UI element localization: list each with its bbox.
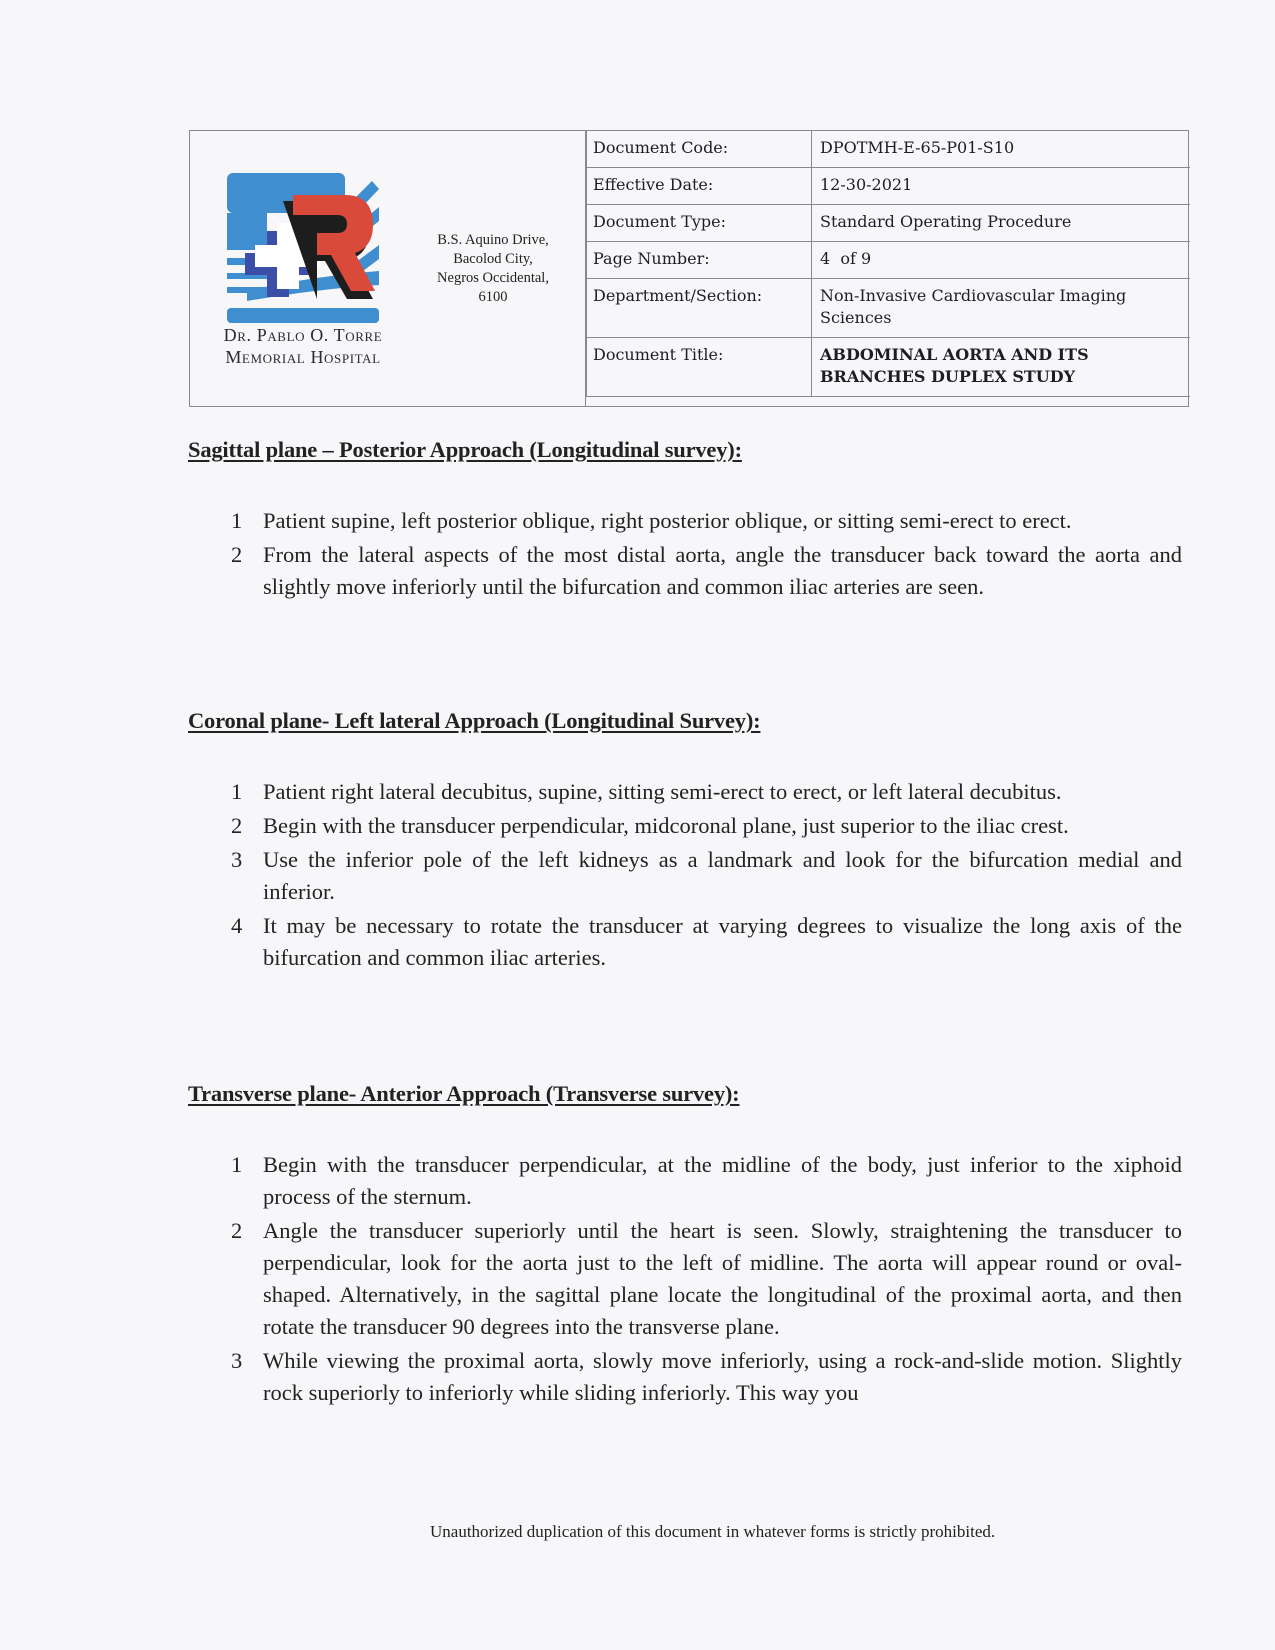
steps-list-transverse [228, 1149, 1182, 1411]
list-item [228, 910, 1182, 974]
logo-cell [190, 131, 586, 406]
step-text: It may be necessary to rotate the transducer at varying degrees to visualize the long axis of the bifurcation and common iliac arteries. [263, 913, 1182, 970]
meta-label: Effective Date: [587, 168, 812, 205]
meta-row-document-code [587, 131, 1191, 168]
hospital-name [190, 324, 416, 368]
address-line: 6100 [478, 289, 508, 305]
list-item [228, 1215, 1182, 1343]
step-text: While viewing the proximal aorta, slowly move inferiorly, using a rock-and-slide motion. Slightly rock superiorly to inferiorly while sliding inferiorly. This way you [263, 1348, 1182, 1405]
step-text: Angle the transducer superiorly until the heart is seen. Slowly, straightening the transducer to perpendicular, look for the aorta just to the left of midline. The aorta will appear round or oval-shaped. Alternatively, in the sagittal plane locate the longitudinal of the proximal aorta, and then rotate the transducer 90 degrees into the transverse plane. [263, 1218, 1182, 1339]
step-text: Begin with the transducer perpendicular, midcoronal plane, just superior to the iliac crest. [263, 813, 1069, 838]
meta-label: Document Title: [587, 338, 812, 397]
meta-label: Page Number: [587, 242, 812, 279]
meta-row-department [587, 279, 1191, 338]
step-text: Patient supine, left posterior oblique, right posterior oblique, or sitting semi-erect to erect. [263, 508, 1072, 533]
hospital-address [418, 231, 568, 307]
section-heading-coronal: Coronal plane- Left lateral Approach (Longitudinal Survey): [188, 708, 761, 733]
step-number: 1 [231, 1152, 243, 1177]
meta-label: Document Code: [587, 131, 812, 168]
step-number: 1 [231, 508, 243, 533]
step-number: 4 [231, 913, 243, 938]
section-heading-sagittal: Sagittal plane – Posterior Approach (Longitudinal survey): [188, 437, 742, 462]
meta-row-page-number [587, 242, 1191, 279]
list-item [228, 1345, 1182, 1409]
meta-label: Department/Section: [587, 279, 812, 338]
meta-row-document-type [587, 205, 1191, 242]
step-text: Begin with the transducer perpendicular, at the midline of the body, just inferior to the xiphoid process of the sternum. [263, 1152, 1182, 1209]
address-line: Bacolod City, [453, 251, 533, 267]
footer-notice: Unauthorized duplication of this document in whatever forms is strictly prohibited. [430, 1522, 996, 1541]
document-header [189, 130, 1189, 407]
hospital-name-line1: Dr. Pablo O. Torre [223, 325, 383, 345]
meta-value: 12-30-2021 [812, 168, 1191, 205]
list-item [228, 810, 1182, 842]
section-heading-transverse: Transverse plane- Anterior Approach (Transverse survey): [188, 1081, 740, 1106]
meta-label: Document Type: [587, 205, 812, 242]
list-item [228, 844, 1182, 908]
document-meta-table [586, 131, 1190, 397]
document-title: ABDOMINAL AORTA AND ITS BRANCHES DUPLEX STUDY [812, 338, 1191, 397]
meta-value: 4 of 9 [812, 242, 1191, 279]
step-number: 3 [231, 1348, 243, 1373]
step-text: Patient right lateral decubitus, supine, sitting semi-erect to erect, or left lateral decubitus. [263, 779, 1062, 804]
meta-row-effective-date [587, 168, 1191, 205]
step-text: From the lateral aspects of the most distal aorta, angle the transducer back toward the aorta and slightly move inferiorly until the bifurcation and common iliac arteries are seen. [263, 542, 1182, 599]
hospital-cross-r-logo-icon [227, 173, 379, 323]
address-line: B.S. Aquino Drive, [437, 232, 549, 248]
meta-value: Standard Operating Procedure [812, 205, 1191, 242]
meta-row-document-title [587, 338, 1191, 397]
address-line: Negros Occidental, [437, 270, 549, 286]
list-item [228, 1149, 1182, 1213]
list-item [228, 776, 1182, 808]
meta-value: Non-Invasive Cardiovascular Imaging Sciences [812, 279, 1191, 338]
step-number: 2 [231, 542, 243, 567]
hospital-name-line2: Memorial Hospital [225, 347, 381, 367]
list-item [228, 505, 1182, 537]
steps-list-sagittal [228, 505, 1182, 605]
meta-value: DPOTMH-E-65-P01-S10 [812, 131, 1191, 168]
step-number: 2 [231, 813, 243, 838]
step-number: 1 [231, 779, 243, 804]
steps-list-coronal [228, 776, 1182, 976]
step-number: 3 [231, 847, 243, 872]
step-number: 2 [231, 1218, 243, 1243]
step-text: Use the inferior pole of the left kidneys as a landmark and look for the bifurcation medial and inferior. [263, 847, 1182, 904]
list-item [228, 539, 1182, 603]
